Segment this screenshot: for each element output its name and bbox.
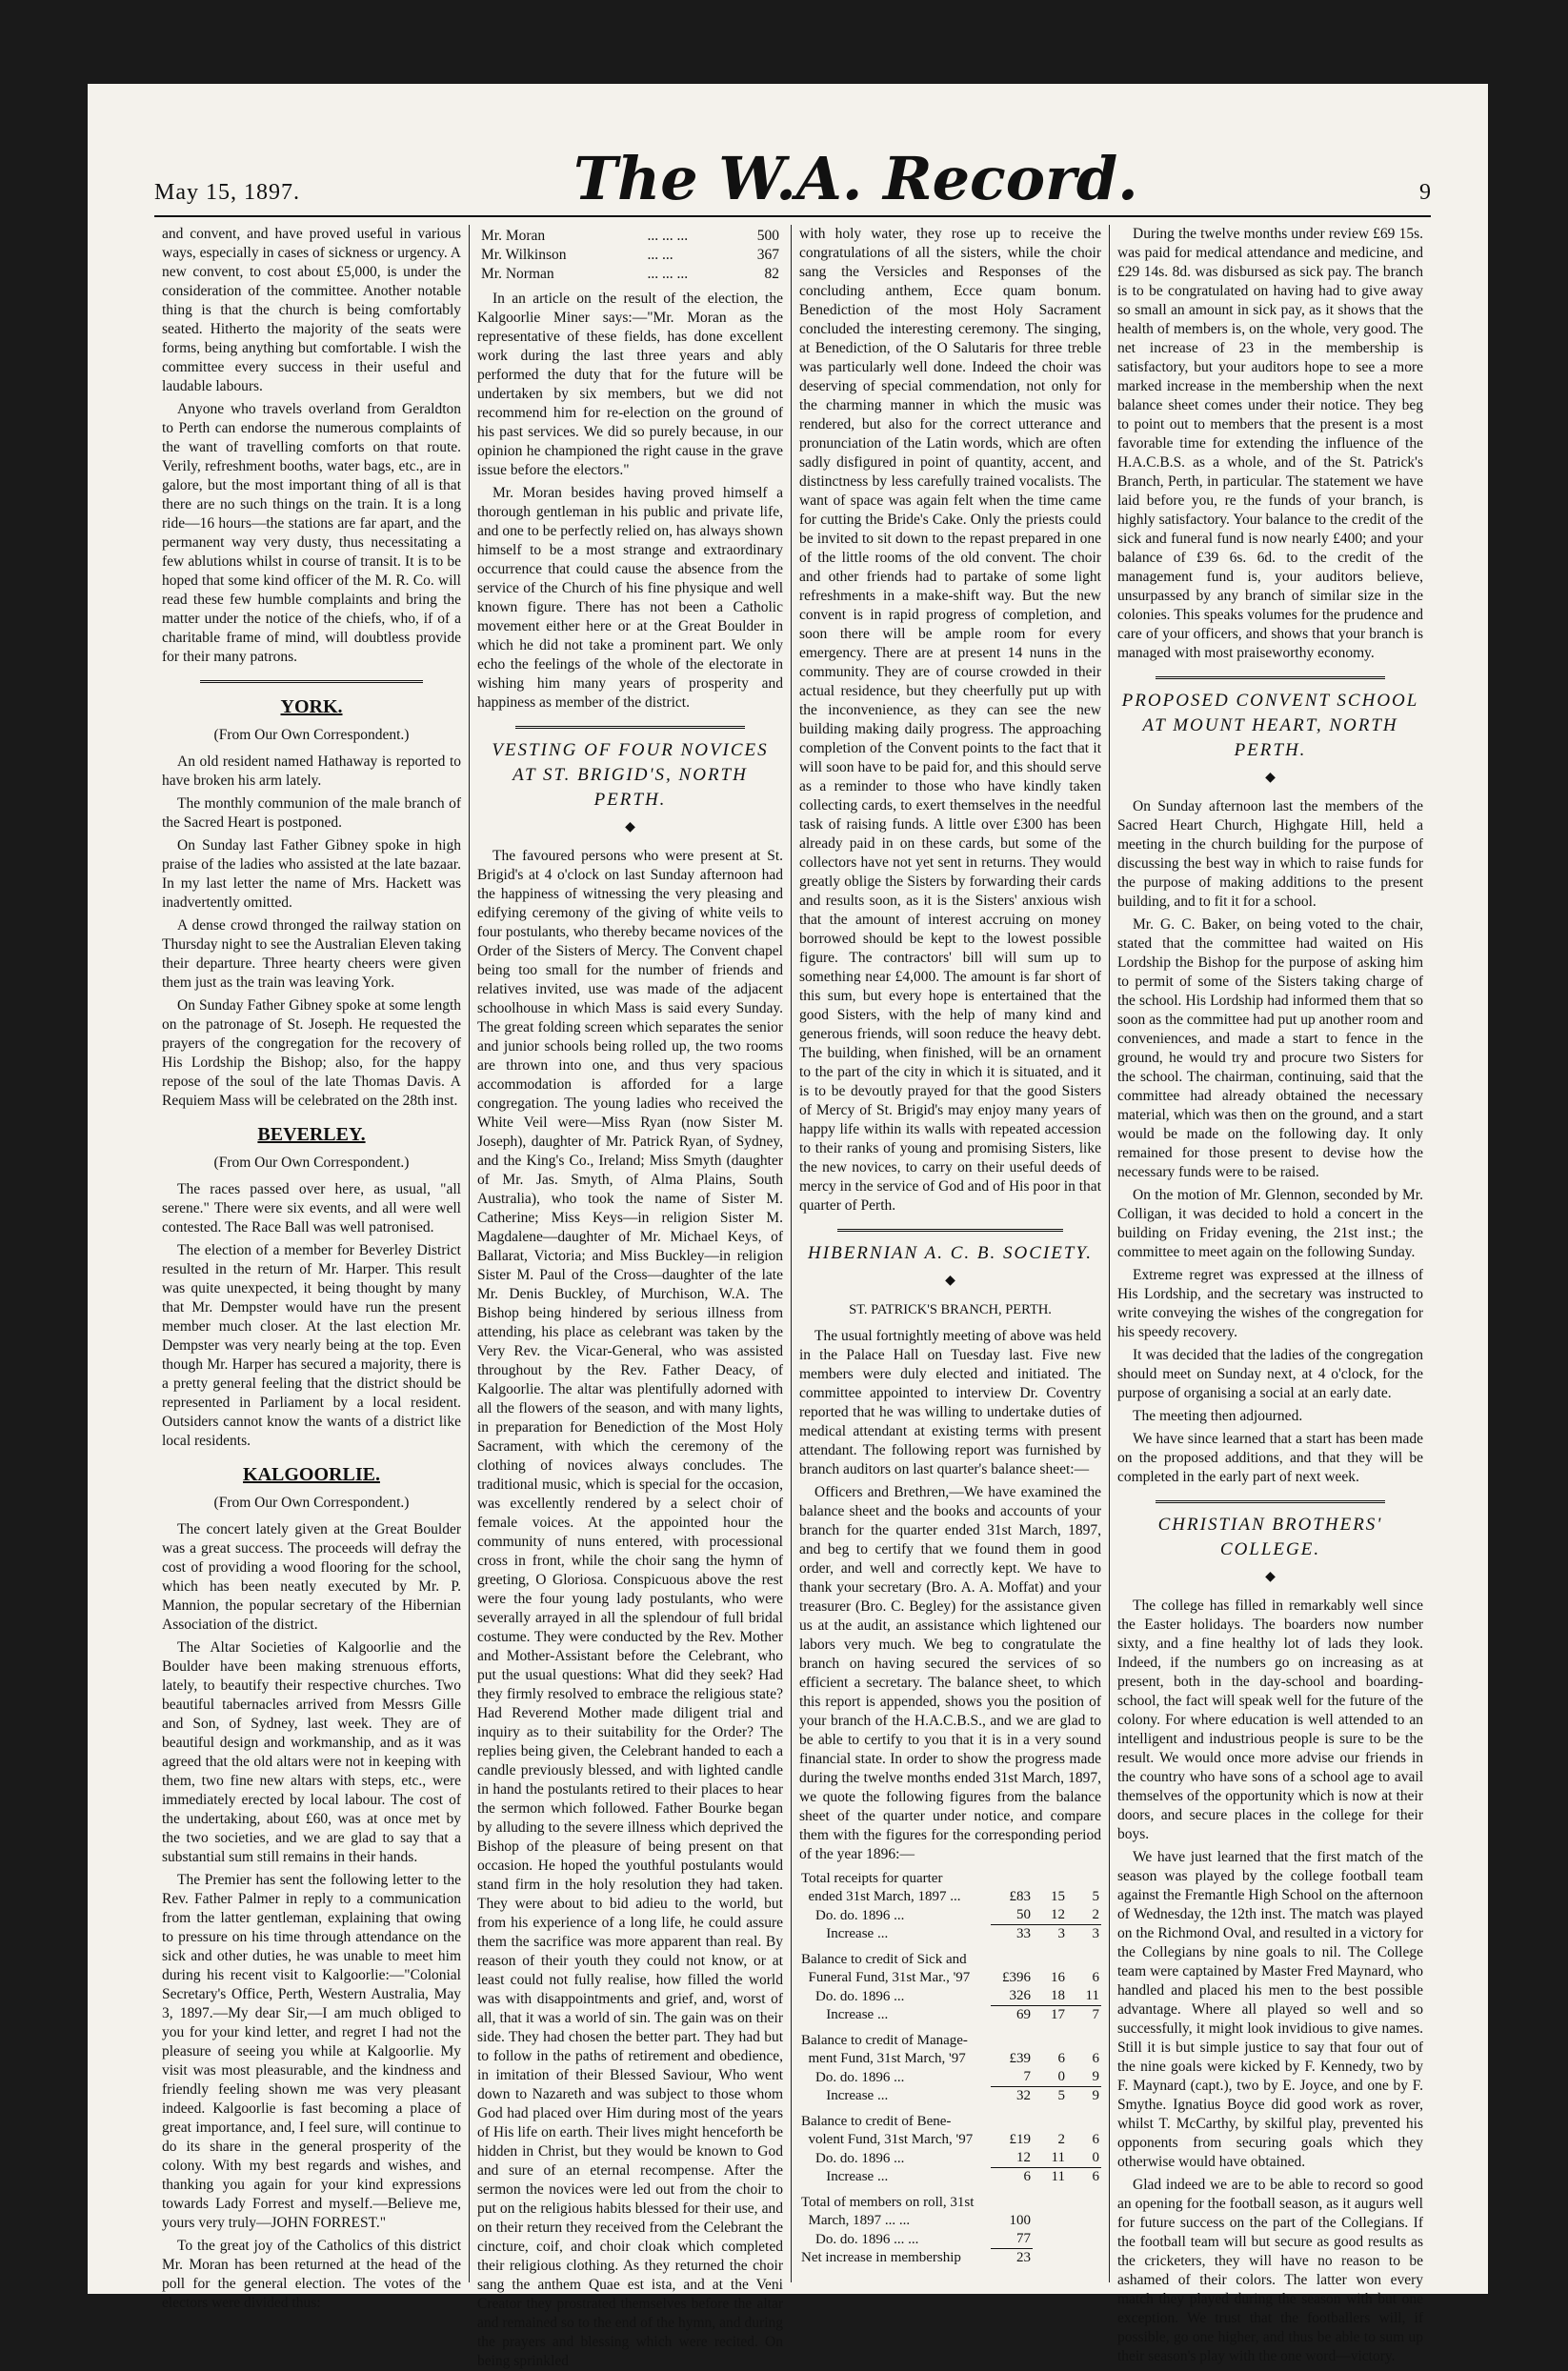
- paragraph: The races passed over here, as usual, "all serene." There were six events, and all were well contested. The Race Ball was well patronised.: [162, 1181, 461, 1236]
- paragraph: In an article on the result of the election, the Kalgoorlie Miner says:—"Mr. Moran as the representative of these fields, has done excellent work during the last three years and ably performed the duty that for the future will be undertaken by six members, but we did not recommend him for re-election on the ground of his past services. We did so purely because, in our opinion he championed the right cause in the grave issue before the electors.": [477, 291, 783, 478]
- divider: [1156, 676, 1385, 679]
- paragraph: It was decided that the ladies of the congregation should meet on Sunday next, at 4 o'clock, for the purpose of organising a social at an early date.: [1117, 1347, 1423, 1401]
- paragraph: The Premier has sent the following letter to the Rev. Father Palmer in reply to a communication from the latter gentleman, explaining that owing to pressure on his time through attendance on the sick and other duties, he was unable to meet him during his recent visit to Kalgoorlie:—"Colonial Secretary's Office, Perth, Western Australia, May 3, 1897.—My dear Sir,—I am much obliged to you for your kind letter, and regret I had not the pleasure of seeing you while at Kalgoorlie. My visit was most pleasurable, and the kindness and friendly feeling shown me was very pleasant indeed. Kalgoorlie is fast becoming a place of great importance, and, I feel sure, will continue to do its share in the general prosperity of the colony. With my best regards and wishes, and thanking you again for your kind expressions towards Lady Forrest and myself.—Believe me, yours very truly—JOHN FORREST.": [162, 1872, 461, 2231]
- paragraph: The meeting then adjourned.: [1133, 1408, 1303, 1424]
- correspondent-line: (From Our Own Correspondent.): [213, 1155, 410, 1171]
- vote-table: [477, 227, 783, 284]
- section-heading-hibernian: HIBERNIAN A. C. B. SOCIETY.: [808, 1243, 1093, 1263]
- paragraph: with holy water, they rose up to receive the congratulations of all the sisters, while the choir sang the Versicles and Responses of the concluding anthem, Ecce quam bonum. Benediction of the most Holy Sacrament concluded the interesting ceremony. The singing, at Benediction, of the O Salutaris for three treble was particularly well done. Indeed the choir was deserving of special commendation, not only for the charming manner in which the music was rendered, but also for the correct utterance and pronunciation of the Latin words, which are often sadly disfigured in point of quantity, accent, and distinctness by less carefully trained vocalists. The want of space was again felt when the time came for cutting the Bride's Cake. Only the priests could be invited to sit down to the repast prepared in one of the little rooms of the old convent. The choir and other friends had to partake of some light refreshments in a make-shift way. But the new convent is in rapid progress of completion, and soon there will be ample room for every emergency. There are at present 14 nuns in the community. They are of course crowded in their actual residence, but they cheerfully put up with the inconvenience, as they can see the new building making daily progress. The approaching completion of the Convent points to the fact that it will soon have to be paid for, and this should serve as a reminder to those who have kindly taken collecting cards, to exert themselves in the needful task of raising funds. A little over £300 has been already paid in on these cards, but some of the collectors have not yet sent in returns. They would greatly oblige the Sisters by forwarding their cards and results soon, as it is the Sisters' anxious wish that the amount of interest accruing on money borrowed should be kept to the lowest possible figure. The contractors' bill will sum up to something near £4,000. The amount is far short of this sum, but every hope is entertained that the good Sisters, with the help of many kind and generous friends, will soon reduce the heavy debt. The building, when finished, will be an ornament to the part of the city in which it is situated, and it is to be devoutly prayed for that the good Sisters of Mercy of St. Brigid's may enjoy many years of happy life within its walls with repeated accession to their ranks of young and promising Sisters, like the new novices, to carry on their useful deeds of mercy in the service of God and of His poor in that quarter of Perth.: [799, 226, 1101, 1214]
- divider: [1156, 1500, 1385, 1503]
- correspondent-line: (From Our Own Correspondent.): [213, 1495, 410, 1511]
- vote-row: Mr. Wilkinson ... ... 367: [481, 247, 779, 263]
- page-number: 9: [1419, 180, 1431, 205]
- paragraph: The usual fortnightly meeting of above was held in the Palace Hall on Tuesday last. Five new members were duly elected and initiated. The committee appointed to interview Dr. Coventry reported that he was willing to undertake duties of medical attendant at existing terms with present attendant. The following report was furnished by branch auditors on last quarter's balance sheet:—: [799, 1328, 1101, 1477]
- columns: [154, 225, 1431, 2369]
- paragraph: The concert lately given at the Great Boulder was a great success. The proceeds will defray the cost of providing a wood flooring for the school, which has been neatly executed by Mr. P. Mannion, the popular secretary of the Hibernian Association of the district.: [162, 1521, 461, 1633]
- page-header: [154, 144, 1431, 217]
- subheading-branch: ST. PATRICK'S BRANCH, PERTH.: [849, 1302, 1052, 1317]
- paragraph: We have since learned that a start has been made on the proposed additions, and that they will be completed in the early part of next week.: [1117, 1431, 1423, 1485]
- masthead: The W.A. Record.: [573, 144, 1138, 213]
- paragraph: During the twelve months under review £69 15s. was paid for medical attendance and medicine, and £29 14s. 8d. was disbursed as sick pay. The branch is to be congratulated on having had to give away so small an amount in sick pay, as it shows that the health of members is, on the whole, very good. The net increase of 23 in the membership is satisfactory, but your auditors hope to see a more marked increase in the membership when the next balance sheet comes under their notice. They beg to point out to members that the present is a most favorable time for extending the influence of the H.A.C.B.S. as a whole, and of the St. Patrick's Branch, Perth, in particular. The statement we have laid before you, re the funds of your branch, is highly satisfactory. Your balance to the credit of the sick and funeral fund is now nearly £400; and your balance of £39 6s. 6d. to the credit of the management fund is, your auditors believe, unsurpassed by any branch of similar size in the colonies. This speaks volumes for the prudence and care of your officers, and shows that your branch is managed with most praiseworthy economy.: [1117, 226, 1423, 661]
- newspaper-page: [88, 84, 1488, 2369]
- section-heading-kalgoorlie: KALGOORLIE.: [243, 1464, 380, 1485]
- section-heading-york: YORK.: [280, 696, 343, 717]
- financial-table: Total receipts for quarter ended 31st March, 1897 ... £83 15 5 Do. do. 1896 ... 50 12 2 Increase ... 33 3 3 Balance to credit of Sick and Funeral Fund, 31st Mar., '97 £396 16 6 Do. do. 1896 ... 326 18 11 Increase ... 69 17 7 Balance to credit of Manage- ment Fund, 31st March, '97 £39 6 6 Do. do. 1896 ... 7 0 9 Increase ... 32 5 9 Balance to credit of Bene- volent Fund, 31st March, '97 £19 2 6 Do. do. 1896 ... 12 11 0 Increase ... 6 11 6 Total of members on roll, 31st March, 1897 ... ... 100 Do. do. 1896 ... ... 77 Net increase in membership 23: [801, 1871, 1099, 2265]
- ornament-diamond: ◆: [945, 1274, 955, 1288]
- paragraph: The monthly communion of the male branch of the Sacred Heart is postponed.: [162, 795, 461, 831]
- paragraph: Officers and Brethren,—We have examined the balance sheet and the books and accounts of your branch for the quarter ended 31st March, 1897, and beg to certify that we found them in good order, and well and correctly kept. We have to thank your secretary (Bro. A. A. Moffat) and your treasurer (Bro. C. Begley) for the assistance given us at the audit, an assistance which lightened our labors very much. We beg to congratulate the branch on having secured the services of so efficient a secretary. The balance sheet, to which this report is appended, shows you the position of your branch of the H.A.C.B.S., and we are glad to be able to certify to you that it is in a very sound financial state. In order to show the progress made during the twelve months ended 31st March, 1897, we quote the following figures from the balance sheet of the quarter under notice, and compare them with the figures for the corresponding period of the year 1896:—: [799, 1484, 1101, 1862]
- vote-row: Mr. Moran ... ... ... 500: [481, 228, 779, 244]
- paragraph: On Sunday Father Gibney spoke at some length on the patronage of St. Joseph. He requested the prayers of the congregation for the recovery of His Lordship the Bishop; also, for the happy repose of the soul of the late Thomas Davis. A Requiem Mass will be celebrated on the 28th inst.: [162, 997, 461, 1109]
- column-3: [791, 225, 1109, 2282]
- paragraph: Extreme regret was expressed at the illness of His Lordship, and the secretary was instructed to write conveying the wishes of the congregation for his speedy recovery.: [1117, 1267, 1423, 1340]
- divider: [837, 1229, 1063, 1232]
- paragraph: The election of a member for Beverley District resulted in the return of Mr. Harper. This result was quite unexpected, it being thought by many that Mr. Dempster would have run the present member much closer. At the last election Mr. Dempster was very nearly being at the top. Even though Mr. Harper has secured a majority, there is a pretty general feeling that the district should be represented in Parliament by a local resident. Outsiders cannot know the wants of a district like local residents.: [162, 1242, 461, 1449]
- paragraph: An old resident named Hathaway is reported to have broken his arm lately.: [162, 753, 461, 789]
- correspondent-line: (From Our Own Correspondent.): [213, 727, 410, 743]
- paragraph: On Sunday afternoon last the members of the Sacred Heart Church, Highgate Hill, held a meeting in the church building for the purpose of discussing the best way in which to raise funds for the purpose of making additions to the present building, and to fit it for a school.: [1117, 798, 1423, 910]
- column-1: [154, 225, 469, 2311]
- paragraph: To the great joy of the Catholics of this district Mr. Moran has been returned at the head of the poll for the general election. The votes of the electors were divided thus:: [162, 2238, 461, 2311]
- issue-date: May 15, 1897.: [154, 180, 300, 205]
- ornament-diamond: ◆: [1265, 771, 1276, 785]
- section-heading-christian-brothers: CHRISTIAN BROTHERS' COLLEGE.: [1157, 1515, 1383, 1559]
- section-heading-vesting: VESTING OF FOUR NOVICES AT ST. BRIGID'S, NORTH PERTH.: [492, 740, 769, 810]
- paragraph: On the motion of Mr. Glennon, seconded by Mr. Colligan, it was decided to hold a concert in the building on Friday evening, the 21st inst.; the committee to meet again on the following Sunday.: [1117, 1187, 1423, 1260]
- section-heading-convent-school: PROPOSED CONVENT SCHOOL AT MOUNT HEART, NORTH PERTH.: [1121, 691, 1419, 760]
- paragraph: Mr. G. C. Baker, on being voted to the chair, stated that the committee had waited on His Lordship the Bishop for the purpose of asking him to permit of some of the Sisters taking charge of the school. His Lordship had informed them that so soon as the committee had put up another room and conveniences, and made a start to fence in the ground, he would try and procure two Sisters for the school. The chairman, continuing, said that the committee had already obtained the necessary material, which was then on the ground, and a start would be made on the following day. It only remained for those present to devise how the necessary funds were to be raised.: [1117, 916, 1423, 1180]
- ornament-diamond: ◆: [625, 820, 635, 834]
- paragraph: Glad indeed we are to be able to record so good an opening for the football season, as it augurs well for future success on the part of the Collegians. If the football team will but secure as good results as the cricketers, they will have no reason to be ashamed of their colors. The latter won every match they played during the season with but one exception. We trust that the footballers will, if possible, go one higher, and thus be able to sum up their season's play with the one word—victory.: [1117, 2177, 1423, 2364]
- paragraph: and convent, and have proved useful in various ways, especially in cases of sickness or urgency. A new convent, to cost about £5,000, is under the consideration of the committee. Another notable thing is that the church is being comfortably seated. Hitherto the majority of the seats were forms, being anything but comfortable. I wish the committee every success in their useful and laudable labours.: [162, 226, 461, 394]
- section-heading-beverley: BEVERLEY.: [257, 1124, 366, 1145]
- paragraph: Mr. Moran besides having proved himself a thorough gentleman in his public and private life, and one to be perfectly relied on, has always shown himself to be a most strange and extraordinary occurrence that could cause the absence from the service of the Church of his fine physique and well known figure. There has not been a Catholic movement either here or at the Great Boulder in which he did not take a prominent part. We only echo the feelings of the whole of the electorate in wishing him many years of prosperity and happiness as member of the district.: [477, 485, 783, 711]
- column-2: [469, 225, 791, 2369]
- paragraph: We have just learned that the first match of the season was played by the college football team against the Fremantle High School on the afternoon of Wednesday, the 12th inst. The match was played on the Richmond Oval, and resulted in a victory for the Collegians by nine goals to nil. The College team were captained by Master Fred Maynard, who handled and placed his men to the best possible advantage. Where all played so well and so successfully, it might look invidious to give names. Still it is but simple justice to say that four out of the nine goals were kicked by F. Kennedy, two by F. Maynard (capt.), two by E. Joyce, and one by F. Smythe. Ignatius Boyce did good work as rover, whilst T. McCarthy, by skilful play, prevented his opponents from securing goals which they otherwise would have obtained.: [1117, 1849, 1423, 2170]
- paragraph: Anyone who travels overland from Geraldton to Perth can endorse the numerous complaints of the want of travelling comforts on that route. Verily, refreshment booths, water bags, etc., are in galore, but the most important thing of all is that there are no such things on the train. It is a long ride—16 hours—the stations are far apart, and the permanent way very dusty, thus necessitating a few ablutions whilst in course of transit. It is to be hoped that some kind officer of the M. R. Co. will read these few humble complaints and bring the matter under the notice of the chiefs, who, if of a charitable frame of mind, will doubtless provide for their many patrons.: [162, 401, 461, 665]
- vote-row: Mr. Norman ... ... ... 82: [481, 266, 779, 282]
- divider: [200, 680, 423, 683]
- column-4: [1109, 225, 1431, 2364]
- paragraph: A dense crowd thronged the railway station on Thursday night to see the Australian Eleven taking their departure. Three hearty cheers were given them just as the train was leaving York.: [162, 917, 461, 991]
- paragraph: On Sunday last Father Gibney spoke in high praise of the ladies who assisted at the late bazaar. In my last letter the name of Mrs. Hackett was inadvertently omitted.: [162, 837, 461, 911]
- paragraph: The Altar Societies of Kalgoorlie and the Boulder have been making strenuous efforts, lately, to beautify their respective churches. Two beautiful tabernacles arrived from Messrs Gille and Son, of Sydney, last week. They are of beautiful design and workmanship, and as it was agreed that the old altars were not in keeping with them, two fine new altars with steps, etc., were immediately erected by local labour. The cost of the undertaking, about £60, was at once met by the two societies, and we are glad to say that a substantial sum still remains in their hands.: [162, 1639, 461, 1865]
- paragraph: The favoured persons who were present at St. Brigid's at 4 o'clock on last Sunday afternoon had the happiness of witnessing the very pleasing and edifying ceremony of the giving of white veils to four postulants, who thereby became novices of the Order of the Sisters of Mercy. The Convent chapel being too small for the number of friends and relatives invited, use was made of the adjacent schoolhouse in which Mass is said every Sunday. The great folding screen which separates the senior and junior schools being rolled up, the two rooms are thrown into one, and thus very spacious accommodation is afforded for a large congregation. The young ladies who received the White Veil were—Miss Ryan (now Sister M. Joseph), daughter of Mr. Patrick Ryan, of Sydney, and the King's Co., Ireland; Miss Smyth (daughter of Mr. Jas. Smyth, of Alma Plains, South Australia), who took the name of Sister M. Catherine; Miss Keys—in religion Sister M. Magdalene—daughter of Mr. Michael Keys, of Ballarat, Victoria; and Miss Buckley—in religion Sister M. Paul of the Cross—daughter of the late Mr. Denis Buckley, of Murchison, W.A. The Bishop being hindered by serious illness from attending, his place as celebrant was taken by the Very Rev. the Vicar-General, who was assisted throughout by the Rev. Father Deacy, of Kalgoorlie. The altar was plentifully adorned with all the flowers of the season, and with many lights, in preparation for Benediction of the Most Holy Sacrament, with which the ceremony of the clothing of novices always concludes. The traditional music, which is special for the occasion, was excellently rendered by a select choir of female voices. At the appointed hour the community of nuns entered, with processional cross in front, while the choir sang the hymn of greeting, O Gloriosa. Conspicuous above the rest were the four young lady postulants, who were severally arrayed in all the splendour of full bridal costume. They were conducted by the Rev. Mother and Mother-Assistant before the Celebrant, who put the usual questions: What did they seek? Had they firmly resolved to embrace the religious state? Had Reverend Mother made diligent trial and inquiry as to their suitability for the Order? The replies being given, the Celebrant handed to each a candle previously blessed, and with lighted candle in hand the postulants retired to their places to hear the sermon which followed. Father Bourke began by alluding to the severe illness which deprived the Bishop of the pleasure of being present on that occasion. He hoped the youthful postulants would stand firm in the holy resolution they had taken. They were about to bid adieu to the world, but from his experience of a long life, he could assure them the sacrifice was more apparent than real. By reason of their youth they could not know, or at least could not fully realise, how filled the world was with disappointments and grief, and, worst of all, that it was a world of sin. The gain was on their side. They had chosen the better part. They had but to follow in the paths of retirement and obedience, in imitation of their Blessed Saviour, Who went down to Nazareth and was subject to those whom God had placed over Him during most of the years of His life on earth. Their lives might henceforth be hidden in Christ, but they would be known to God and sure of an eternal recompense. After the sermon the novices were led out from the choir to put on the religious habits blessed for their use, and on their return they received from the Celebrant the cincture, coif, and choir cloak which completed their religious clothing. As they returned the choir sang the anthem Quae est ista, and at the Veni Creator they prostrated themselves before the altar and remained so to the end of the hymn, and during the prayers and blessing which were recited. On being sprinkled: [477, 848, 783, 2369]
- divider: [515, 726, 745, 729]
- paragraph: The college has filled in remarkably well since the Easter holidays. The boarders now number sixty, and a fine healthy lot of lads they look. Indeed, if the numbers go on increasing as at present, both in the day-school and boarding-school, the fact will speak well for the future of the colony. For where education is well attended to an intelligent and industrious people is sure to be the result. We would once more advise our friends in the country who have sons of a school age to avail themselves of the opportunity which is now at their doors, and secure places in the college for their boys.: [1117, 1597, 1423, 1842]
- ornament-diamond: ◆: [1265, 1570, 1276, 1584]
